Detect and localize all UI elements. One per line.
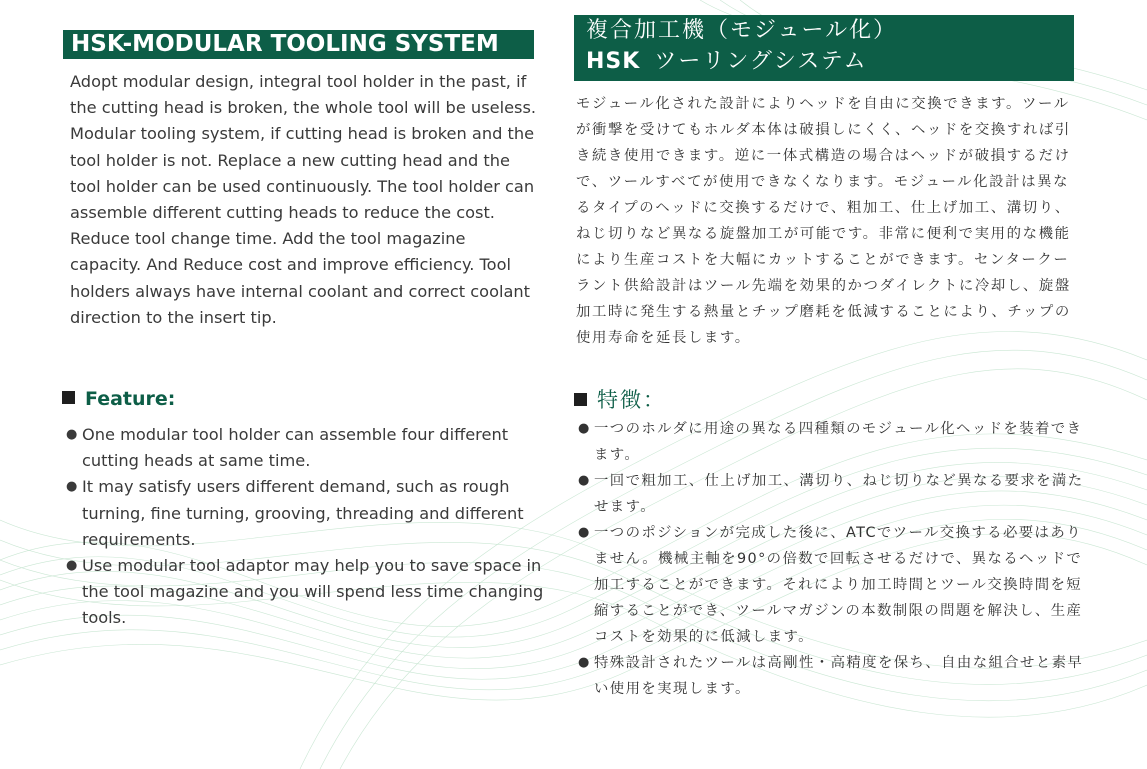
english-feature-list [66, 422, 551, 632]
bullet-dot-icon: ● [578, 525, 591, 540]
square-bullet-icon [574, 393, 587, 406]
bullet-dot-icon: ● [66, 427, 78, 442]
list-item [578, 416, 1086, 468]
square-bullet-icon [62, 391, 75, 404]
japanese-title-line2 [586, 47, 1074, 77]
feature-text: 一つのホルダに用途の異なる四種類のモジュール化ヘッドを装着できます。 [594, 421, 1083, 463]
japanese-title-line1: 複合加工機（モジュール化） [586, 18, 898, 43]
list-item [66, 422, 551, 474]
bullet-dot-icon: ● [66, 479, 78, 495]
japanese-title-hsk: HSK [586, 49, 641, 74]
list-item [66, 553, 551, 632]
japanese-description: モジュール化された設計によりヘッドを自由に交換できます。ツールが衝撃を受けてもホルダ本体は破損しにくく、ヘッドを交換すれば引き続き使用できます。逆に一体式構造の場合はヘッドが破損するだけで、ツールすべてが使用できなくなります。モジュール化設計は異なるタイプのヘッドに交換するだけで、粗加工、仕上げ加工、溝切り、ねじ切りなど異なる旋盤加工が可能です。非常に便利で実用的な機能により生産コストを大幅にカットすることができます。センタークーラント供給設計はツール先端を効果的かつダイレクトに冷却し、旋盤加工時に発生する熱量とチップ磨耗を低減することにより、チップの使用寿命を延長します。 [576, 96, 1071, 346]
english-description: Adopt modular design, integral tool holder in the past, if the cutting head is broken, the whole tool will be useless. Modular tooling system, if cutting head is broken and the tool holder is not. Replace a new cutting head and the tool holder can be used continuously. The tool holder can assemble different cutting heads to reduce the cost. Reduce tool change time. Add the tool magazine capacity. And Reduce cost and improve efficiency. Tool holders always have internal coolant and correct coolant direction to the insert tip. [70, 72, 537, 327]
feature-text: One modular tool holder can assemble four different cutting heads at same time. [82, 425, 509, 471]
list-item [578, 650, 1086, 702]
bullet-dot-icon: ● [578, 655, 591, 670]
feature-text: 一つのポジションが完成した後に、ATCでツール交換する必要はありません。機械主軸を90°の倍数で回転させるだけで、異なるヘッドで加工することができます。それにより加工時間とツール交換時間を短縮することができ、ツールマガジンの本数制限の問題を解決し、生産コストを効果的に低減します。 [594, 525, 1083, 645]
list-item [578, 520, 1086, 650]
bullet-dot-icon: ● [578, 473, 591, 488]
english-feature-heading [62, 385, 175, 413]
english-feature-heading-text: Feature: [85, 388, 176, 410]
list-item [66, 474, 551, 553]
japanese-feature-list [578, 416, 1086, 702]
japanese-section-title [574, 15, 1074, 81]
feature-text: It may satisfy users different demand, such as rough turning, fine turning, grooving, threading and different requirements. [82, 477, 524, 549]
feature-text: Use modular tool adaptor may help you to save space in the tool magazine and you will spend less time changing tools. [82, 556, 544, 628]
japanese-feature-heading-text: 特徴： [597, 388, 666, 412]
japanese-title-rest: ツーリングシステム [654, 49, 868, 74]
list-item [578, 468, 1086, 520]
english-section-title: HSK-MODULAR TOOLING SYSTEM [63, 30, 534, 59]
bullet-dot-icon: ● [578, 421, 591, 436]
feature-text: 特殊設計されたツールは高剛性・高精度を保ち、自由な組合せと素早い使用を実現します。 [594, 655, 1084, 697]
japanese-feature-heading [574, 385, 666, 415]
feature-text: 一回で粗加工、仕上げ加工、溝切り、ねじ切りなど異なる要求を満たせます。 [594, 473, 1084, 515]
bullet-dot-icon: ● [66, 558, 78, 574]
